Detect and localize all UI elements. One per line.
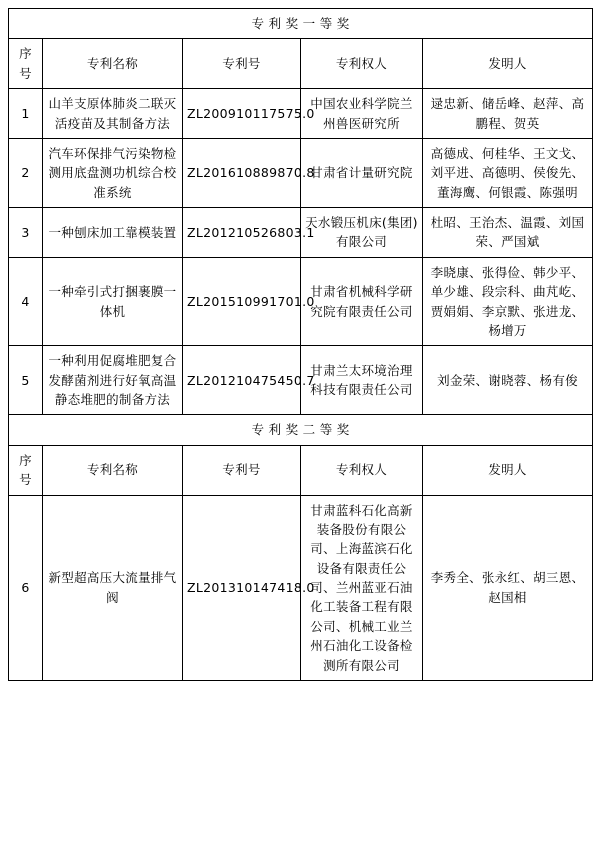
cell-index: 3	[9, 208, 43, 258]
cell-patentee: 甘肃省机械科学研究院有限责任公司	[301, 257, 423, 346]
cell-patent-number: ZL200910117575.0	[183, 89, 301, 139]
column-header-inventors: 发明人	[423, 445, 593, 495]
cell-patentee: 甘肃省计量研究院	[301, 138, 423, 207]
cell-patent-number: ZL201510991701.0	[183, 257, 301, 346]
column-header-patentee: 专利权人	[301, 445, 423, 495]
cell-patent-name: 一种牵引式打捆裹膜一体机	[43, 257, 183, 346]
table-row	[9, 495, 593, 680]
column-header-patent-number: 专利号	[183, 445, 301, 495]
cell-patentee: 甘肃兰太环境治理科技有限责任公司	[301, 346, 423, 415]
cell-index: 6	[9, 495, 43, 680]
section-title-second: 专 利 奖 二 等 奖	[9, 415, 593, 445]
cell-patentee: 天水锻压机床(集团)有限公司	[301, 208, 423, 258]
table-row	[9, 138, 593, 207]
table-row	[9, 346, 593, 415]
cell-patent-number: ZL201210475450.7	[183, 346, 301, 415]
cell-patent-name: 汽车环保排气污染物检测用底盘测功机综合校准系统	[43, 138, 183, 207]
column-header-index: 序号	[9, 39, 43, 89]
column-header-patent-name: 专利名称	[43, 445, 183, 495]
section-title-row-second	[9, 415, 593, 445]
cell-index: 1	[9, 89, 43, 139]
section-title-row-first	[9, 9, 593, 39]
cell-patent-number: ZL201310147418.0	[183, 495, 301, 680]
table-row	[9, 257, 593, 346]
cell-patent-name: 一种利用促腐堆肥复合发酵菌剂进行好氧高温静态堆肥的制备方法	[43, 346, 183, 415]
cell-inventors: 逯忠新、储岳峰、赵萍、高鹏程、贺英	[423, 89, 593, 139]
table-row	[9, 89, 593, 139]
cell-inventors: 刘金荣、谢晓蓉、杨有俊	[423, 346, 593, 415]
cell-inventors: 李秀全、张永红、胡三恩、赵国相	[423, 495, 593, 680]
column-header-patent-number: 专利号	[183, 39, 301, 89]
table-header-row-second	[9, 445, 593, 495]
award-table-first-prize	[8, 8, 593, 681]
cell-patent-number: ZL201610889870.8	[183, 138, 301, 207]
cell-patent-number: ZL201210526803.1	[183, 208, 301, 258]
cell-patentee: 甘肃蓝科石化高新装备股份有限公司、上海蓝滨石化设备有限责任公司、兰州蓝亚石油化工装备工程有限公司、机械工业兰州石油化工设备检测所有限公司	[301, 495, 423, 680]
column-header-inventors: 发明人	[423, 39, 593, 89]
table-header-row-first	[9, 39, 593, 89]
cell-index: 5	[9, 346, 43, 415]
cell-patent-name: 一种刨床加工靠模装置	[43, 208, 183, 258]
table-row	[9, 208, 593, 258]
cell-patent-name: 新型超高压大流量排气阀	[43, 495, 183, 680]
cell-index: 2	[9, 138, 43, 207]
cell-inventors: 高德成、何桂华、王文戈、刘平进、高德明、侯俊先、董海鹰、何银霞、陈强明	[423, 138, 593, 207]
section-title-first: 专 利 奖 一 等 奖	[9, 9, 593, 39]
column-header-patentee: 专利权人	[301, 39, 423, 89]
column-header-patent-name: 专利名称	[43, 39, 183, 89]
cell-patentee: 中国农业科学院兰州兽医研究所	[301, 89, 423, 139]
cell-inventors: 李晓康、张得俭、韩少平、单少雄、段宗科、曲芃屹、贾娟娟、李京默、张进龙、杨增万	[423, 257, 593, 346]
cell-index: 4	[9, 257, 43, 346]
column-header-index: 序号	[9, 445, 43, 495]
cell-inventors: 杜昭、王治杰、温霞、刘国荣、严国斌	[423, 208, 593, 258]
cell-patent-name: 山羊支原体肺炎二联灭活疫苗及其制备方法	[43, 89, 183, 139]
